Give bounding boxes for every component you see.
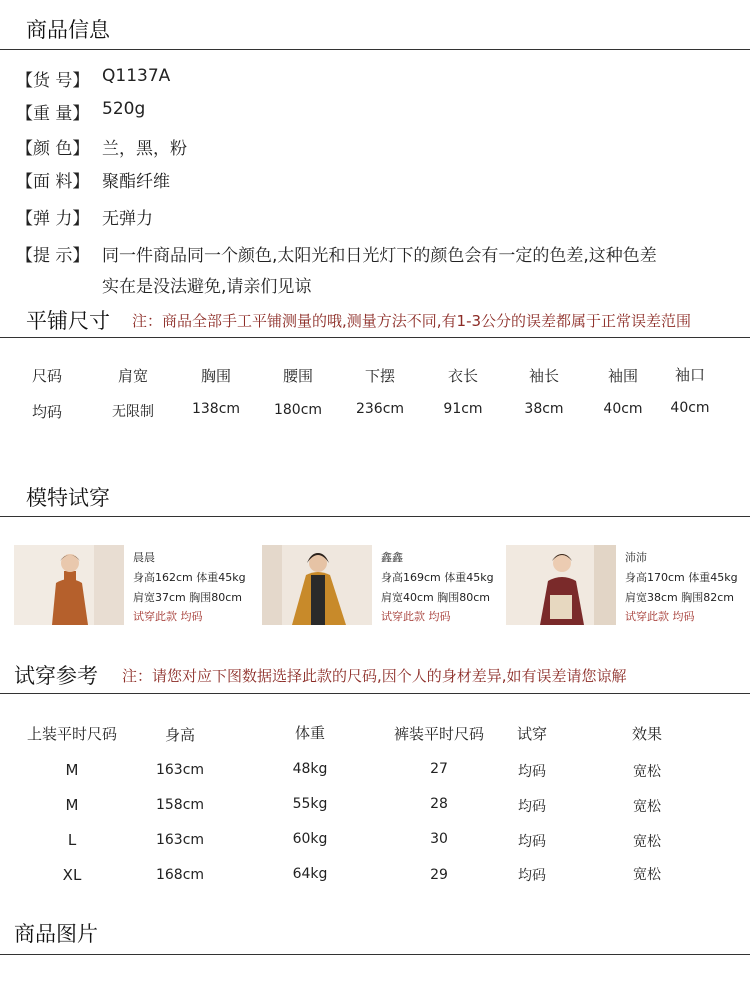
reference-header-cell: 上装平时尺码 (26, 725, 117, 743)
reference-header-cell: 身高 (164, 726, 195, 744)
field-label-color: 【颜 色】 (16, 139, 90, 159)
divider (0, 337, 750, 338)
divider (0, 49, 750, 50)
field-value-weight: 520g (102, 99, 146, 119)
field-label-weight: 【重 量】 (16, 104, 90, 124)
size-value-cell: 138cm (191, 401, 241, 417)
size-value-cell: 38cm (524, 401, 564, 417)
size-header-cell: 袖长 (528, 367, 559, 385)
size-value-cell: 91cm (443, 401, 483, 417)
reference-header-cell: 试穿 (516, 725, 547, 743)
divider (0, 693, 750, 694)
field-value-tip: 同一件商品同一个颜色,太阳光和日光灯下的颜色会有一定的色差,这种色差 (102, 246, 657, 266)
divider (0, 516, 750, 517)
flat-size-note: 注：商品全部手工平铺测量的哦,测量方法不同,有1-3公分的误差都属于正常误差范围 (132, 312, 692, 330)
field-label-elasticity: 【弹 力】 (16, 209, 90, 229)
size-header-cell: 尺码 (31, 367, 62, 385)
reference-cell: 均码 (518, 799, 546, 815)
reference-cell: 29 (430, 867, 448, 883)
model-body: 身高162cm 体重45kg (133, 571, 246, 584)
size-header-cell: 肩宽 (117, 367, 148, 385)
reference-cell: M (65, 796, 79, 814)
reference-cell: 163cm (155, 762, 205, 778)
size-header-cell: 腰围 (282, 367, 313, 385)
reference-cell: 30 (430, 831, 448, 847)
model-fit: 试穿此款 均码 (625, 610, 695, 623)
reference-cell: 27 (430, 761, 448, 777)
reference-cell: 均码 (518, 868, 546, 884)
model-fit: 试穿此款 均码 (381, 610, 451, 623)
reference-header-cell: 体重 (294, 724, 325, 742)
reference-cell: 158cm (155, 797, 205, 813)
field-label-sku: 【货 号】 (16, 71, 90, 91)
size-value-cell: 236cm (355, 401, 405, 417)
reference-cell: 宽松 (633, 764, 661, 780)
reference-cell: 163cm (155, 832, 205, 848)
reference-cell: 64kg (292, 866, 328, 882)
reference-cell: XL (62, 866, 82, 884)
reference-cell: 宽松 (633, 799, 661, 815)
model-measure: 肩宽40cm 胸围80cm (381, 591, 491, 604)
size-header-cell: 袖口 (674, 366, 705, 384)
size-value-cell: 均码 (31, 403, 62, 421)
field-label-tip: 【提 示】 (16, 246, 90, 266)
reference-cell: 宽松 (633, 867, 661, 883)
field-value-color: 兰，黑，粉 (102, 139, 187, 159)
model-body: 身高170cm 体重45kg (625, 571, 738, 584)
field-value-sku: Q1137A (102, 66, 171, 86)
reference-cell: 28 (430, 796, 448, 812)
reference-cell: 均码 (518, 764, 546, 780)
size-header-cell: 衣长 (447, 367, 478, 385)
reference-cell: 宽松 (633, 834, 661, 850)
model-body: 身高169cm 体重45kg (381, 571, 494, 584)
model-photo (262, 545, 372, 625)
size-value-cell: 40cm (670, 400, 710, 416)
section-title-pictures: 商品图片 (14, 922, 98, 946)
reference-header-cell: 裤装平时尺码 (393, 725, 484, 743)
model-measure: 肩宽38cm 胸围82cm (625, 591, 735, 604)
field-value-tip-line2: 实在是没法避免,请亲们见谅 (102, 277, 312, 297)
size-header-cell: 袖围 (607, 367, 638, 385)
section-title-flat-size: 平铺尺寸 (26, 309, 110, 333)
model-fit: 试穿此款 均码 (133, 610, 203, 623)
size-value-cell: 无限制 (112, 404, 154, 420)
reference-cell: 48kg (292, 761, 328, 777)
model-name: 鑫鑫 (381, 551, 403, 564)
divider (0, 954, 750, 955)
model-name: 晨晨 (133, 551, 155, 564)
model-measure: 肩宽37cm 胸围80cm (133, 591, 243, 604)
reference-cell: M (65, 761, 79, 779)
size-value-cell: 180cm (273, 402, 323, 418)
section-title-product-info: 商品信息 (26, 18, 110, 42)
reference-cell: 均码 (518, 834, 546, 850)
section-title-models: 模特试穿 (26, 486, 110, 510)
field-value-fabric: 聚酯纤维 (102, 172, 170, 192)
reference-header-cell: 效果 (631, 725, 662, 743)
model-photo (506, 545, 616, 625)
reference-cell: L (67, 831, 77, 849)
model-name: 沛沛 (625, 551, 647, 564)
field-label-fabric: 【面 料】 (16, 172, 90, 192)
model-photo (14, 545, 124, 625)
size-header-cell: 胸围 (200, 367, 231, 385)
field-value-elasticity: 无弹力 (102, 209, 153, 229)
size-value-cell: 40cm (603, 401, 643, 417)
reference-cell: 55kg (292, 796, 328, 812)
reference-note: 注：请您对应下图数据选择此款的尺码,因个人的身材差异,如有误差请您谅解 (122, 667, 627, 685)
reference-cell: 168cm (155, 867, 205, 883)
section-title-reference: 试穿参考 (14, 664, 98, 688)
reference-cell: 60kg (292, 831, 328, 847)
size-header-cell: 下摆 (364, 367, 395, 385)
